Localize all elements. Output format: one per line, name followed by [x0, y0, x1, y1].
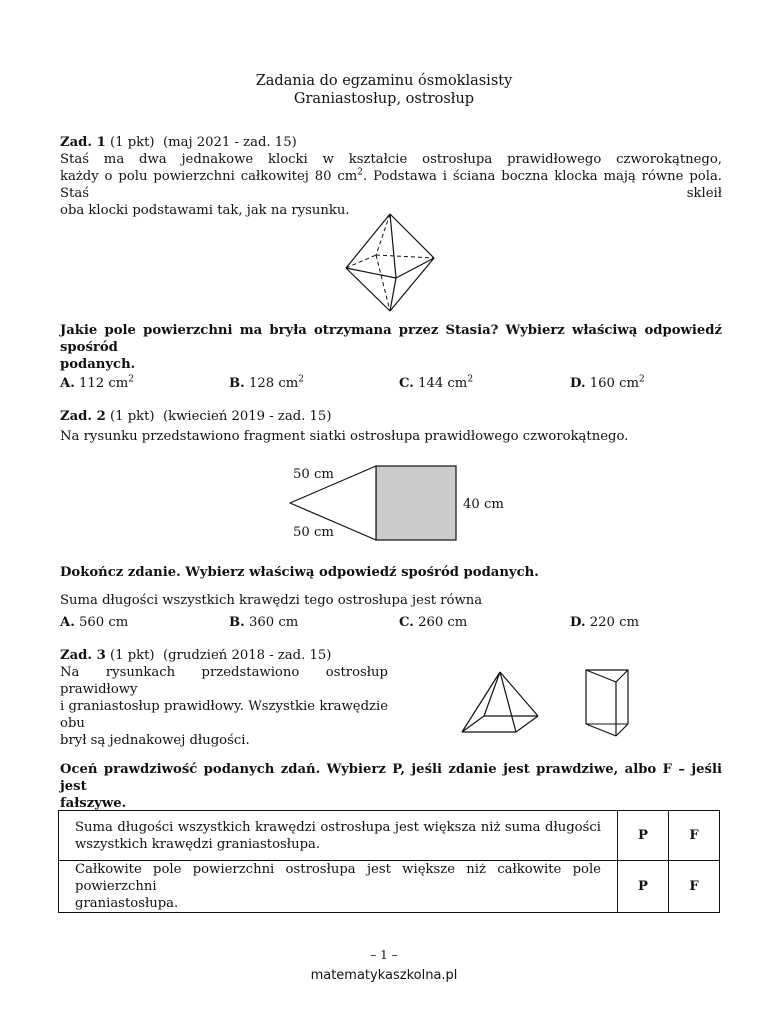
option-sup: 2 — [128, 374, 135, 385]
statement-line2: graniastosłupa. — [75, 896, 179, 911]
table-row — [59, 861, 720, 913]
task3-text-line1: Na rysunkach przedstawiono ostrosłup prawidłowy — [60, 665, 388, 697]
task1-question — [60, 322, 722, 373]
task2-header — [60, 408, 722, 425]
option-value: 360 cm — [248, 615, 299, 630]
task1-header — [60, 134, 722, 151]
task3-question-line1: Oceń prawdziwość podanych zdań. Wybierz P, jeśli zdanie jest prawdziwe, albo F – jeśli jest — [60, 762, 722, 794]
answer-false-cell[interactable]: F — [669, 861, 720, 913]
octahedron-hidden-edge — [376, 255, 390, 311]
option-value: 260 cm — [418, 615, 468, 630]
option-value: 112 cm — [79, 376, 129, 391]
option-letter: B. — [229, 615, 245, 630]
site-footer[interactable]: matematykaszkolna.pl — [310, 968, 458, 983]
task2-label: Zad. 2 — [60, 409, 106, 424]
task3-text — [60, 664, 388, 749]
page-number: – 1 – — [370, 948, 398, 962]
option-sup: 2 — [639, 374, 645, 385]
task2-question: Dokończ zdanie. Wybierz właściwą odpowiedź spośród podanych. — [60, 565, 539, 580]
answer-false-cell[interactable]: F — [669, 811, 720, 861]
task1-text-line2-b: . Podstawa i ściana boczna klocka mają równe pola. Staś skleił — [60, 169, 723, 201]
task1-points: (1 pkt) — [109, 135, 155, 150]
octahedron-figure — [340, 210, 440, 316]
task1-option-a[interactable] — [60, 376, 134, 391]
task3-source: (grudzień 2018 - zad. 15) — [162, 648, 332, 663]
task3-header — [60, 647, 722, 664]
task2-source: (kwiecień 2019 - zad. 15) — [162, 409, 332, 424]
task1-text-line1: Staś ma dwa jednakowe klocki w kształcie ostrosłupa prawidłowego czworokątnego, — [60, 152, 722, 167]
statement-cell — [59, 811, 618, 861]
answer-true-cell[interactable]: P — [618, 811, 669, 861]
task3-text-line2: i graniastosłup prawidłowy. Wszystkie krawędzie obu — [60, 699, 388, 731]
statement-cell — [59, 861, 618, 913]
prism-edge — [586, 724, 616, 736]
octahedron-edge — [346, 268, 396, 278]
task3-text-line3: brył są jednakowej długości. — [60, 733, 250, 748]
option-letter: D. — [570, 615, 586, 630]
task3-question-line2: fałszywe. — [60, 796, 127, 811]
net-label-bottom: 50 cm — [293, 525, 334, 540]
true-false-table — [58, 810, 720, 913]
prism-figure — [580, 664, 644, 742]
octahedron-hidden-edge — [376, 214, 390, 255]
net-label-right: 40 cm — [463, 497, 504, 512]
octahedron-hidden-edge — [346, 255, 376, 268]
task1-option-c[interactable] — [399, 376, 473, 391]
octahedron-edge — [390, 214, 434, 258]
option-letter: D. — [570, 376, 586, 391]
octahedron-edge — [346, 214, 390, 268]
task1-label: Zad. 1 — [60, 135, 106, 150]
option-sup: 2 — [467, 374, 474, 385]
option-value: 220 cm — [589, 615, 640, 630]
octahedron-hidden-edge — [376, 255, 434, 258]
task1-question-line2: podanych. — [60, 357, 136, 372]
task1-text-line2 — [60, 168, 722, 202]
option-letter: B. — [229, 376, 245, 391]
task2-option-a[interactable] — [60, 615, 128, 630]
prism-edge — [616, 724, 628, 736]
task2-points: (1 pkt) — [109, 409, 155, 424]
task1-question-line1: Jakie pole powierzchni ma bryła otrzymana przez Stasia? Wybierz właściwą odpowiedź spośród — [60, 323, 722, 355]
task1-text-line2-sup: 2 — [357, 167, 364, 178]
task2-option-b[interactable] — [229, 615, 298, 630]
option-letter: C. — [399, 376, 414, 391]
pyramid-figure — [458, 668, 542, 738]
task3-label: Zad. 3 — [60, 648, 106, 663]
option-letter: C. — [399, 615, 414, 630]
option-sup: 2 — [298, 374, 304, 385]
task1-source: (maj 2021 - zad. 15) — [162, 135, 297, 150]
octahedron-edge — [390, 214, 396, 278]
task1-option-d[interactable] — [570, 376, 645, 391]
option-value: 160 cm — [589, 376, 640, 391]
octahedron-edge — [390, 278, 396, 311]
task3-question — [60, 761, 722, 812]
task1-text-line2-a: każdy o polu powierzchni całkowitej 80 cm — [60, 169, 358, 184]
table-row — [59, 811, 720, 861]
statement-line2: wszystkich krawędzi graniastosłupa. — [75, 836, 321, 852]
task1-text — [60, 151, 722, 219]
task1-option-b[interactable] — [229, 376, 304, 391]
statement-line1: Całkowite pole powierzchni ostrosłupa jest większe niż całkowite pole powierzchni — [75, 862, 601, 894]
option-value: 560 cm — [79, 615, 129, 630]
option-value: 144 cm — [418, 376, 468, 391]
task2-statement: Suma długości wszystkich krawędzi tego ostrosłupa jest równa — [60, 593, 483, 608]
prism-top-face — [586, 670, 628, 682]
document-subtitle: Graniastosłup, ostrosłup — [293, 91, 475, 107]
task1-text-line3: oba klocki podstawami tak, jak na rysunku. — [60, 203, 350, 218]
pyramid-edge — [462, 716, 484, 732]
task3-points: (1 pkt) — [109, 648, 155, 663]
statement-line1: Suma długości wszystkich krawędzi ostrosłupa jest większa niż suma długości — [75, 819, 601, 835]
octahedron-edge — [346, 268, 390, 311]
answer-true-cell[interactable]: P — [618, 861, 669, 913]
task2-option-d[interactable] — [570, 615, 639, 630]
octahedron-edge — [390, 258, 434, 311]
option-letter: A. — [60, 376, 75, 391]
pyramid-edge — [462, 672, 500, 732]
pyramid-edge — [516, 716, 538, 732]
document-title: Zadania do egzaminu ósmoklasisty — [255, 73, 513, 89]
task2-option-c[interactable] — [399, 615, 467, 630]
option-value: 128 cm — [248, 376, 299, 391]
net-square-face — [376, 466, 456, 540]
net-label-top: 50 cm — [293, 467, 334, 482]
option-letter: A. — [60, 615, 75, 630]
task2-text: Na rysunku przedstawiono fragment siatki ostrosłupa prawidłowego czworokątnego. — [60, 429, 629, 444]
octahedron-edge — [396, 258, 434, 278]
